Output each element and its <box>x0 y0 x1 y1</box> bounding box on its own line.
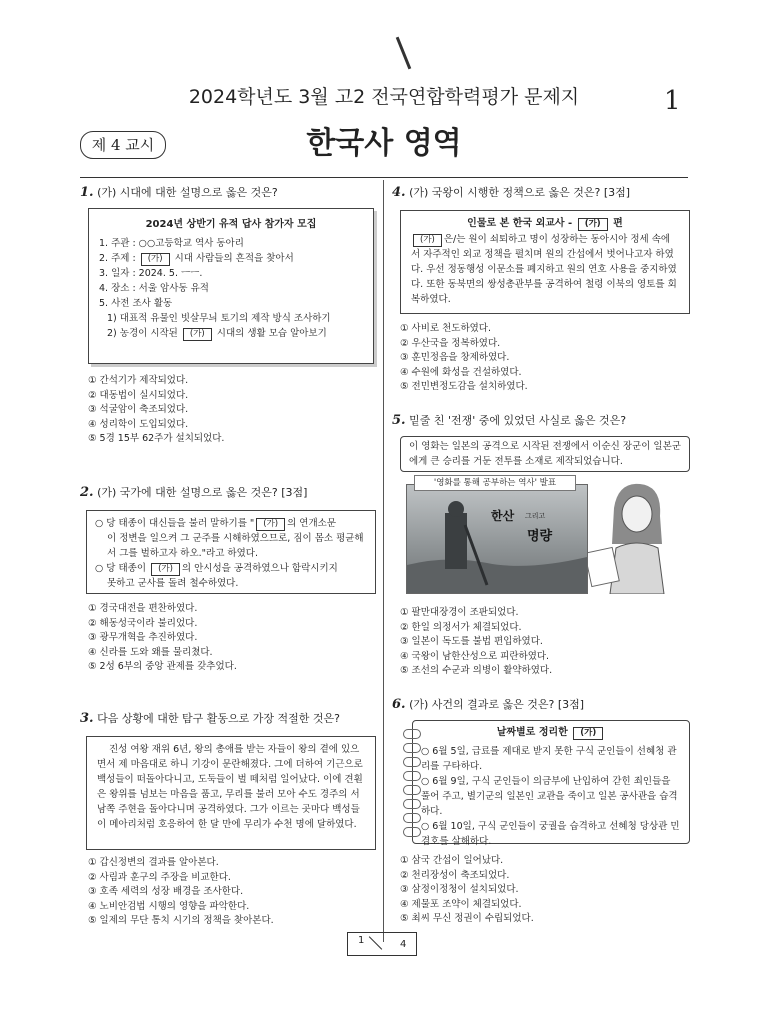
q4-stem <box>392 186 692 200</box>
q6-item-2: ○ 6월 9일, 구식 군인들이 의금부에 난입하여 갇힌 죄인들을 풀어 주고, 별기군의 일본인 교관을 죽이고 일본 공사관을 습격하다. <box>421 776 678 817</box>
q2-choice-5[interactable]: ⑤ 2성 6부의 중앙 관제를 갖추었다. <box>88 661 237 672</box>
q5-text: 밑줄 친 '전쟁' 중에 있었던 사실로 옳은 것은? <box>409 414 627 427</box>
q6-notebook <box>412 720 690 847</box>
q6-choice-3[interactable]: ③ 삼정이정청이 설치되었다. <box>400 884 519 895</box>
q2-choice-1[interactable]: ① 경국대전을 편찬하였다. <box>88 603 198 614</box>
ga-box: (가) <box>413 234 442 247</box>
q2-stem <box>80 486 380 500</box>
q6-item-1: ○ 6월 5일, 급료를 제대로 받지 못한 구식 군인들이 선혜청 관리를 구타하다. <box>421 746 677 772</box>
q1-choice-4[interactable]: ④ 성리학이 도입되었다. <box>88 418 189 430</box>
q5-choice-2[interactable]: ② 한일 의정서가 체결되었다. <box>400 621 522 633</box>
footer-page: 1 <box>358 935 365 946</box>
q1-choice-5[interactable]: ⑤ 5경 15부 62주가 설치되었다. <box>88 433 225 444</box>
q5-choice-4[interactable]: ④ 국왕이 남한산성으로 피란하였다. <box>400 650 550 662</box>
q4-choice-2[interactable]: ② 우산국을 정복하였다. <box>400 337 501 349</box>
q2-box <box>86 510 376 594</box>
q1-box <box>88 208 374 364</box>
q1-line-3: 3. 일자 : 2024. 5. ㅡㅡ. <box>99 268 203 279</box>
q2-item-2: ○ 당 태종이 (가) 의 안시성을 공격하였으나 함락시키지 <box>95 563 338 574</box>
q3-stem <box>80 712 380 726</box>
q1-line-6: 1) 대표적 유물인 빗살무늬 토기의 제작 방식 조사하기 <box>107 313 331 324</box>
page-number: 1 <box>664 86 681 116</box>
page-footer <box>347 932 417 956</box>
movie-poster-image <box>406 484 588 594</box>
ga-box: (가) <box>578 218 608 231</box>
session-badge: 제 4 교시 <box>80 131 166 159</box>
q1-line-5: 5. 사전 조사 활동 <box>99 298 173 309</box>
q3-text: 다음 상황에 대한 탐구 활동으로 가장 적절한 것은? <box>97 712 340 725</box>
movie-title-2: 명량 <box>527 529 553 544</box>
q2-number: 2. <box>80 485 94 500</box>
q1-line-7: 2) 농경이 시작된 (가) 시대의 생활 모습 알아보기 <box>107 328 327 339</box>
q6-stem <box>392 698 692 712</box>
q3-number: 3. <box>80 711 94 726</box>
footer-total: 4 <box>400 939 407 950</box>
student-illustration <box>588 478 680 594</box>
q5-choice-1[interactable]: ① 팔만대장경이 조판되었다. <box>400 607 519 618</box>
q5-speech-bubble: 이 영화는 일본의 공격으로 시작된 전쟁에서 이순신 장군이 일본군에게 큰 승리를 거둔 전투를 소재로 제작되었습니다. <box>400 436 690 472</box>
q1-choice-2[interactable]: ② 대동법이 실시되었다. <box>88 389 189 401</box>
q4-choice-3[interactable]: ③ 훈민정음을 창제하였다. <box>400 352 510 363</box>
q1-stem <box>80 186 380 200</box>
ga-box: (가) <box>256 518 285 531</box>
exam-title: 2024학년도 3월 고2 전국연합학력평가 문제지 <box>188 86 580 108</box>
q1-text: (가) 시대에 대한 설명으로 옳은 것은? <box>97 186 278 199</box>
q3-choice-4[interactable]: ④ 노비안검법 시행의 영향을 파악한다. <box>88 900 250 912</box>
q4-passage: (가) 은/는 원이 쇠퇴하고 명이 성장하는 동아시아 정세 속에서 자주적인 외교 정책을 펼치며 원의 간섭에서 벗어나고자 하였다. 우선 정동행성 이문소를 폐지하고 원의 연호 사용을 중지하였다. 또한 동북면의 쌍성총관부를 공격하여 철령 이북의 영토를 회복하였다. <box>411 234 677 305</box>
q4-box <box>400 210 690 314</box>
q3-choice-2[interactable]: ② 사림과 훈구의 주장을 비교한다. <box>88 871 231 883</box>
ga-box: (가) <box>183 328 212 341</box>
q6-item-3: ○ 6월 10일, 구식 군인들이 궁궐을 습격하고 선혜청 당상관 민겸호를 살해하다. <box>421 821 680 847</box>
q1-number: 1. <box>80 185 94 200</box>
q3-choices <box>88 856 274 929</box>
ga-box: (가) <box>141 253 170 266</box>
q6-box-title: 날짜별로 정리한 (가) <box>421 725 681 740</box>
subject-title: 한국사 영역 <box>306 126 462 161</box>
q3-passage: 진성 여왕 재위 6년, 왕의 총애를 받는 자들이 왕의 곁에 있으면서 제 마음대로 하니 기강이 문란해졌다. 그에 더하여 기근으로 백성들이 떠돌아다니고, 도둑들이 벌 떼처럼 일어났다. 이에 견훤은 왕위를 넘보는 마음을 품고, 무리를 불러 모아 수도 경주의 서남쪽 주현을 돌아다니며 공격하였다. 그가 이르는 곳마다 백성들이 메아리처럼 호응하여 한 달 만에 무리가 수천 명에 달하였다. <box>86 736 376 850</box>
q3-choice-3[interactable]: ③ 호족 세력의 성장 배경을 조사한다. <box>88 886 244 897</box>
q6-choices <box>400 854 534 927</box>
ga-box: (가) <box>151 563 180 576</box>
q6-choice-2[interactable]: ② 천리장성이 축조되었다. <box>400 869 510 881</box>
q4-choices <box>400 322 528 395</box>
q5-choice-3[interactable]: ③ 일본이 독도를 불법 편입하였다. <box>400 636 543 647</box>
q2-item-2-cont: 못하고 군사를 돌려 철수하였다. <box>107 578 239 589</box>
q6-number: 6. <box>392 697 406 712</box>
q5-choices <box>400 606 552 679</box>
q5-choice-5[interactable]: ⑤ 조선의 수군과 의병이 활약하였다. <box>400 665 553 676</box>
q4-choice-1[interactable]: ① 사비로 천도하였다. <box>400 323 491 334</box>
q6-choice-5[interactable]: ⑤ 최씨 무신 정권이 수립되었다. <box>400 913 534 924</box>
q1-box-title: 2024년 상반기 유적 답사 참가자 모집 <box>145 219 317 230</box>
q6-text: (가) 사건의 결과로 옳은 것은? [3점] <box>409 698 585 711</box>
q5-number: 5. <box>392 413 406 428</box>
q3-choice-5[interactable]: ⑤ 일제의 무단 통치 시기의 정책을 찾아본다. <box>88 915 274 926</box>
column-divider <box>383 180 384 942</box>
q4-choice-5[interactable]: ⑤ 전민변정도감을 설치하였다. <box>400 381 528 392</box>
movie-title-mid: 그리고 <box>525 512 546 520</box>
movie-label: '영화를 통해 공부하는 역사' 발표 <box>414 475 576 491</box>
q2-choice-2[interactable]: ② 해동성국이라 불리었다. <box>88 617 198 629</box>
q2-choice-3[interactable]: ③ 광무개혁을 추진하였다. <box>88 632 198 643</box>
ga-box: (가) <box>573 727 603 740</box>
q6-choice-4[interactable]: ④ 제물포 조약이 체결되었다. <box>400 898 522 910</box>
q1-line-2: 2. 주제 : (가) 시대 사람들의 흔적을 찾아서 <box>99 253 294 264</box>
q1-line-1: 1. 주관 : ○○고등학교 역사 동아리 <box>99 238 244 249</box>
movie-title-1: 한산 <box>491 509 515 523</box>
q2-choices <box>88 602 237 675</box>
q3-choice-1[interactable]: ① 갑신정변의 결과를 알아본다. <box>88 857 219 868</box>
q1-choice-1[interactable]: ① 간석기가 제작되었다. <box>88 375 189 386</box>
q4-text: (가) 국왕이 시행한 정책으로 옳은 것은? [3점] <box>409 186 631 199</box>
header-rule <box>80 177 688 178</box>
q5-stem <box>392 414 692 428</box>
pen-mark <box>396 37 412 70</box>
q2-item-1-cont: 이 정변을 일으켜 그 군주를 시해하였으므로, 짐이 몸소 평균해서 그를 벌하고자 하오."라고 하였다. <box>107 533 364 559</box>
q2-item-1: ○ 당 태종이 대신들을 불러 말하기를 " (가) 의 연개소문 <box>95 518 337 529</box>
q6-choice-1[interactable]: ① 삼국 간섭이 일어났다. <box>400 855 504 866</box>
q1-choices <box>88 374 224 447</box>
q1-line-4: 4. 장소 : 서울 암사동 유적 <box>99 283 209 294</box>
q1-choice-3[interactable]: ③ 석굴암이 축조되었다. <box>88 404 189 415</box>
q4-number: 4. <box>392 185 406 200</box>
q4-choice-4[interactable]: ④ 수원에 화성을 건설하였다. <box>400 366 522 378</box>
q4-box-title: 인물로 본 한국 외교사 - (가) 편 <box>467 218 623 229</box>
q2-text: (가) 국가에 대한 설명으로 옳은 것은? [3점] <box>97 486 308 499</box>
q2-choice-4[interactable]: ④ 신라를 도와 왜를 물리쳤다. <box>88 646 213 658</box>
